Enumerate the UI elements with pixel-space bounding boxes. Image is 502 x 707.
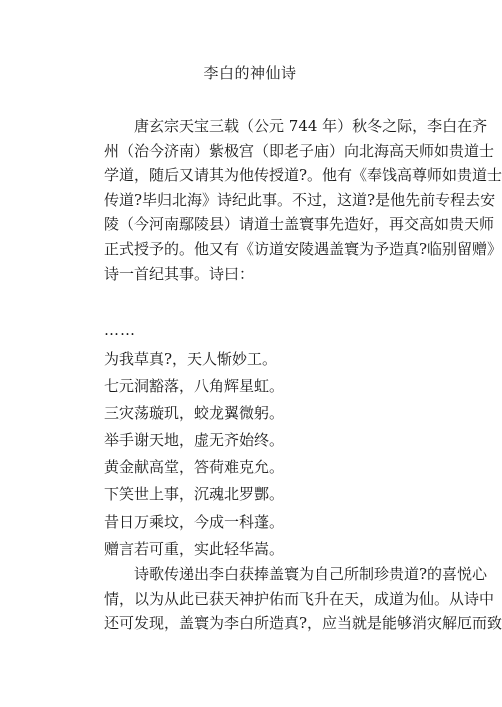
paragraph-line: 传道?毕归北海》诗纪此事。不过，这道?是他先前专程去安: [104, 190, 496, 209]
paragraph-line: 诗歌传递出李白获捧盖寰为自己所制珍贵道?的喜悦心: [134, 565, 488, 583]
intro-paragraph: [104, 114, 502, 286]
page-title: 李白的神仙诗: [203, 64, 297, 82]
poem-line: 为我草真?，天人惭妙工。: [104, 350, 278, 368]
poem-line: 赠言若可重，实此轻华嵩。: [104, 539, 285, 558]
paragraph-line: 陵（今河南鄢陵县）请道士盖寰事先造好，再交高如贵天师: [104, 215, 495, 234]
poem-line: 举手谢天地，虚无齐始终。: [104, 431, 285, 450]
paragraph-line: 正式授予的。他又有《访道安陵遇盖寰为予造真?临别留赠》: [104, 239, 502, 258]
paragraph-line: 州（治今济南）紫极宫（即老子庙）向北海高天师如贵道士: [104, 141, 495, 160]
paragraph-line: 情，以为从此已获天神护佑而飞升在天，成道为仙。从诗中: [104, 589, 495, 608]
paragraph-line: 学道，随后又请其为他传授道?。他有《奉饯高尊师如贵道士: [104, 166, 502, 185]
poem-line: 昔日万乘坟，今成一科蓬。: [104, 512, 285, 531]
poem-line: 下笑世上事，沉魂北罗酆。: [104, 485, 285, 504]
paragraph-line: 还可发现，盖寰为李白所造真?，应当就是能够消灾解厄而致: [104, 614, 502, 633]
poem-block: [104, 346, 434, 563]
poem-line: 三灾荡璇玑，蛟龙翼微躬。: [104, 404, 285, 423]
paragraph-line: 唐玄宗天宝三载（公元 744 年）秋冬之际，李白在齐: [134, 117, 488, 135]
poem-line: 七元洞豁落，八角辉星虹。: [104, 377, 285, 396]
paragraph-line: 诗一首纪其事。诗曰：: [104, 264, 255, 283]
commentary-paragraph: [104, 562, 502, 636]
poem-line: 黄金献高堂，答荷难克允。: [104, 458, 285, 477]
poem-ellipsis: ……: [104, 321, 136, 339]
